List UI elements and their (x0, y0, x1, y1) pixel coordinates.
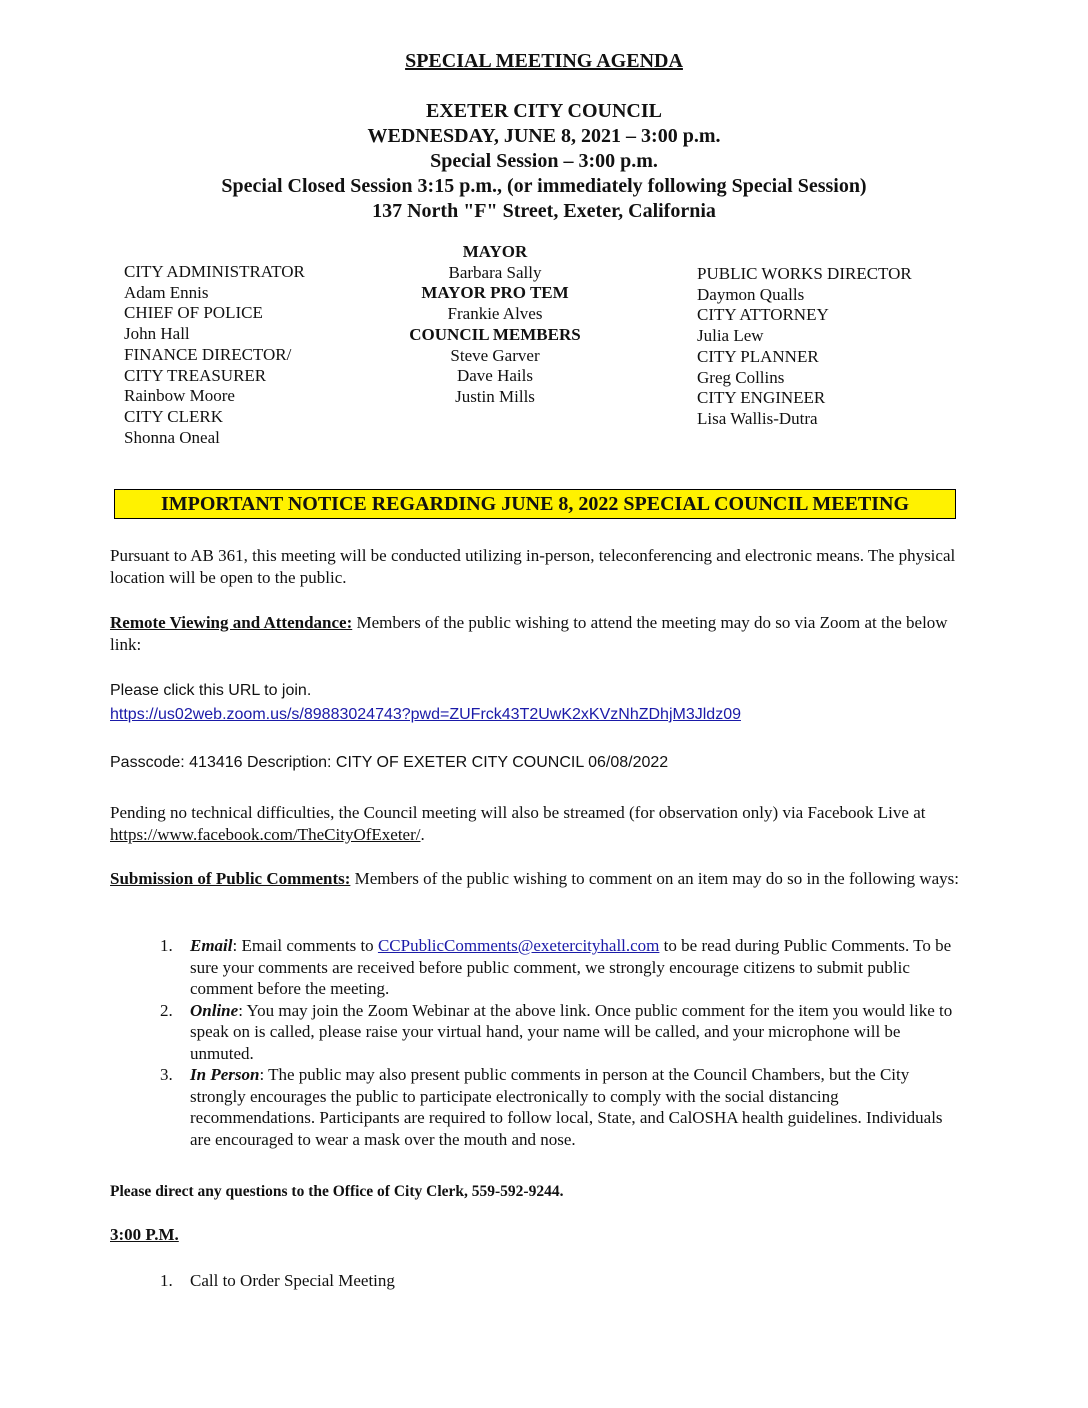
page-title: SPECIAL MEETING AGENDA (405, 50, 683, 72)
mayor-pro-tem-name: Frankie Alves (447, 304, 543, 324)
list-number: 3. (160, 1065, 173, 1084)
staff-right-line: CITY ENGINEER (697, 388, 826, 408)
staff-left-line: CHIEF OF POLICE (124, 303, 263, 323)
staff-right-column (697, 264, 912, 430)
list-number: 1. (160, 936, 173, 955)
meeting-address: 137 North "F" Street, Exeter, California (372, 200, 716, 222)
staff-left-column (124, 262, 305, 448)
council-column (380, 242, 610, 408)
council-member: Steve Garver (450, 345, 540, 365)
list-item (160, 1064, 960, 1150)
method-label: Email (190, 936, 233, 955)
council-member: Dave Hails (456, 366, 533, 386)
agenda-number: 1. (160, 1271, 173, 1290)
list-item (160, 1000, 960, 1065)
public-comments-text: Members of the public wishing to comment on an item may do so in the following ways: (350, 869, 959, 888)
method-text-after: to be read during Public Comments. To be sure your comments are received before public comment, we strongly encourage citizens to submit public comment before the meeting. (190, 936, 952, 998)
mayor-name: Barbara Sally (448, 262, 542, 282)
comment-methods-list (160, 935, 960, 1150)
special-session-time: Special Session – 3:00 p.m. (430, 150, 658, 172)
staff-right-line: Julia Lew (697, 326, 764, 346)
staff-right-line: CITY ATTORNEY (697, 305, 829, 325)
agenda-list (160, 1270, 960, 1292)
facebook-link[interactable]: https://www.facebook.com/TheCityOfExeter/ (110, 825, 421, 844)
method-text: : Email comments to (232, 936, 378, 955)
facebook-text-end: . (420, 825, 425, 844)
method-text: : You may join the Zoom Webinar at the above link. Once public comment for the item you would like to speak on is called, please raise your virtual hand, your name will be called, and your microphone will be unmuted. (190, 1000, 953, 1063)
staff-left-line: FINANCE DIRECTOR/ (124, 344, 292, 364)
zoom-link-line (110, 704, 970, 726)
remote-attendance-text: Members of the public wishing to attend the meeting may do so via Zoom at the below link: (110, 613, 948, 654)
public-comments-paragraph (110, 868, 970, 890)
method-label: Online (190, 1000, 239, 1020)
mayor-label: MAYOR (462, 242, 528, 261)
staff-right-line: CITY PLANNER (697, 346, 819, 366)
staff-right-line: Daymon Qualls (697, 284, 805, 304)
passcode-line: Passcode: 413416 Description: CITY OF EXETER CITY COUNCIL 06/08/2022 (110, 754, 669, 771)
staff-left-line: Shonna Oneal (124, 427, 220, 447)
meeting-date: WEDNESDAY, JUNE 8, 2021 – 3:00 p.m. (367, 125, 721, 147)
facebook-text: Pending no technical difficulties, the Council meeting will also be streamed (for observation only) via Facebook Live at (110, 803, 926, 822)
email-link[interactable]: CCPublicComments@exetercityhall.com (377, 936, 660, 955)
method-label: In Person (190, 1065, 260, 1084)
council-member: Justin Mills (455, 386, 535, 406)
staff-right-line: Lisa Wallis-Dutra (697, 408, 818, 428)
time-heading: 3:00 P.M. (110, 1225, 179, 1244)
facebook-paragraph (110, 802, 970, 846)
important-notice-banner: IMPORTANT NOTICE REGARDING JUNE 8, 2022 SPECIAL COUNCIL MEETING (114, 489, 956, 519)
staff-right-line: Greg Collins (697, 367, 785, 387)
staff-left-line: Adam Ennis (124, 282, 209, 302)
list-item (160, 935, 960, 1000)
zoom-link[interactable]: https://us02web.zoom.us/s/89883024743?pwd=ZUFrck43T2UwK2xKVzNhZDhjM3Jldz09 (110, 706, 741, 723)
intro-paragraph: Pursuant to AB 361, this meeting will be conducted utilizing in-person, teleconferencing and electronic means. The physical location will be open to the public. (110, 546, 956, 587)
agenda-item (160, 1270, 960, 1292)
remote-attendance-paragraph (110, 612, 970, 656)
staff-left-line: Rainbow Moore (124, 386, 235, 406)
remote-attendance-heading: Remote Viewing and Attendance: (110, 613, 353, 632)
method-text: : The public may also present public comments in person at the Council Chambers, but the City strongly encourages the public to participate electronically to comply with the social distancing recommendations. Participants are required to follow local, State, and CalOSHA health guidelines. Individuals are encouraged to wear a mask over the mouth and nose. (190, 1065, 943, 1149)
zoom-prompt: Please click this URL to join. (110, 682, 312, 699)
questions-line: Please direct any questions to the Office of City Clerk, 559-592-9244. (110, 1183, 564, 1200)
staff-right-line: PUBLIC WORKS DIRECTOR (697, 264, 912, 283)
public-comments-heading: Submission of Public Comments: (110, 869, 351, 888)
staff-left-line: CITY ADMINISTRATOR (124, 262, 305, 281)
council-members-label: COUNCIL MEMBERS (409, 324, 581, 344)
mayor-pro-tem-label: MAYOR PRO TEM (421, 283, 569, 303)
staff-left-line: CITY TREASURER (124, 365, 267, 385)
list-number: 2. (160, 1000, 173, 1020)
agenda-text: Call to Order Special Meeting (190, 1271, 395, 1290)
staff-left-line: CITY CLERK (124, 406, 224, 426)
staff-left-line: John Hall (124, 324, 190, 344)
council-name: EXETER CITY COUNCIL (426, 100, 662, 122)
closed-session-time: Special Closed Session 3:15 p.m., (or immediately following Special Session) (221, 175, 867, 197)
